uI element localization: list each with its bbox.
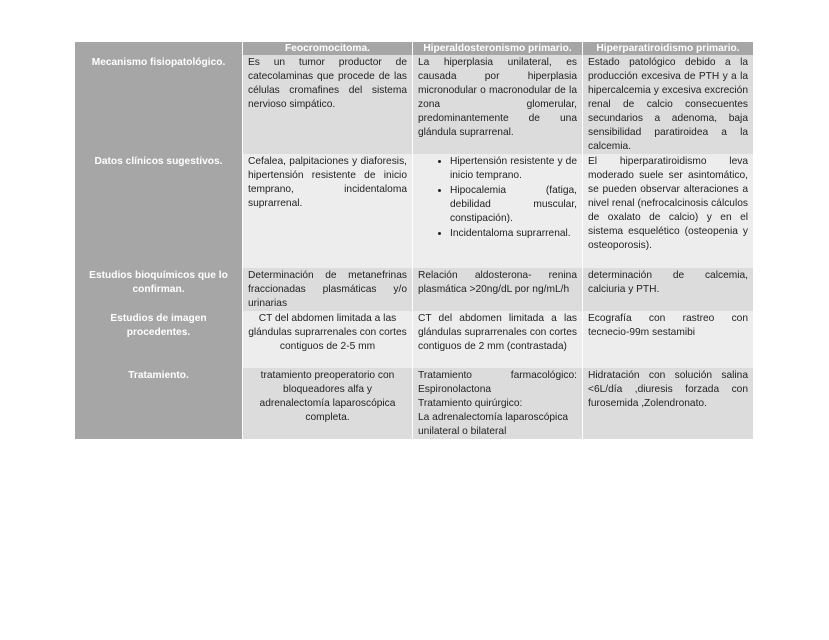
row-label: Datos clínicos sugestivos.	[75, 154, 242, 268]
treatment-line: Tratamiento quirúrgico:	[418, 398, 523, 409]
table-row	[75, 268, 753, 311]
bullet-list	[418, 155, 577, 241]
comparison-table	[74, 42, 754, 439]
header-corner	[75, 42, 242, 55]
cell-hiperpara: El hiperparatiroidismo leva moderado suele ser asintomático, se pueden observar alteraciones a nivel renal (nefrocalcinosis cálculos de oxalato de calcio) y en el sistema esquelético (osteopenia y osteoporosis).	[583, 154, 753, 268]
list-item: • Incidentaloma suprarrenal.	[450, 227, 577, 241]
table-row	[75, 311, 753, 368]
header-row	[75, 42, 753, 55]
table-row	[75, 368, 753, 439]
header-feocromocitoma: Feocromocitoma.	[243, 42, 412, 55]
cell-feo: Cefalea, palpitaciones y diaforesis, hipertensión resistente de inicio temprano, incidentaloma suprarrenal.	[243, 154, 412, 268]
cell-hiperaldo: Relación aldosterona- renina plasmática >20ng/dL por ng/mL/h	[413, 268, 582, 311]
row-label: Tratamiento.	[75, 368, 242, 439]
header-hiperaldosteronismo: Hiperaldosteronismo primario.	[413, 42, 582, 55]
cell-feo: Es un tumor productor de catecolaminas que procede de las células cromafines del sistema nervioso simpático.	[243, 55, 412, 154]
cell-feo: Determinación de metanefrinas fraccionadas plasmáticas y/o urinarias	[243, 268, 412, 311]
cell-feo: tratamiento preoperatorio con bloqueadores alfa y adrenalectomía laparoscópica completa.	[243, 368, 412, 439]
row-label: Estudios de imagen procedentes.	[75, 311, 242, 368]
cell-hiperaldo	[413, 154, 582, 268]
table-row	[75, 55, 753, 154]
list-item: • Hipertensión resistente y de inicio temprano.	[450, 155, 577, 183]
table-row	[75, 154, 753, 268]
treatment-line: Tratamiento farmacológico: Espironolactona	[418, 370, 577, 395]
cell-hiperpara: determinación de calcemia, calciuria y PTH.	[583, 268, 753, 311]
row-label: Estudios bioquímicos que lo confirman.	[75, 268, 242, 311]
treatment-line: La adrenalectomía laparoscópica unilateral o bilateral	[418, 412, 569, 437]
cell-hiperaldo: CT del abdomen limitada a las glándulas suprarrenales con cortes contiguos de 2 mm (contrastada)	[413, 311, 582, 368]
list-item: • Hipocalemia (fatiga, debilidad muscular, constipación).	[450, 184, 577, 226]
cell-hiperpara: Estado patológico debido a la producción excesiva de PTH y a la hipercalcemia y excesiva excreción renal de calcio consecuentes secundarios a adenoma, baja sensibilidad paratiroidea a la calcemia.	[583, 55, 753, 154]
cell-feo: CT del abdomen limitada a las glándulas suprarrenales con cortes contiguos de 2-5 mm	[243, 311, 412, 368]
cell-hiperaldo	[413, 368, 582, 439]
header-hiperparatiroidismo: Hiperparatiroidismo primario.	[583, 42, 753, 55]
row-label: Mecanismo fisiopatológico.	[75, 55, 242, 154]
cell-hiperpara: Ecografía con rastreo con tecnecio-99m sestamibi	[583, 311, 753, 368]
cell-hiperpara: Hidratación con solución salina <6L/día ,diuresis forzada con furosemida ,Zolendronato.	[583, 368, 753, 439]
cell-hiperaldo: La hiperplasia unilateral, es causada por hiperplasia micronodular o macronodular de la zona glomerular, predominantemente de una glándula suprarrenal.	[413, 55, 582, 154]
